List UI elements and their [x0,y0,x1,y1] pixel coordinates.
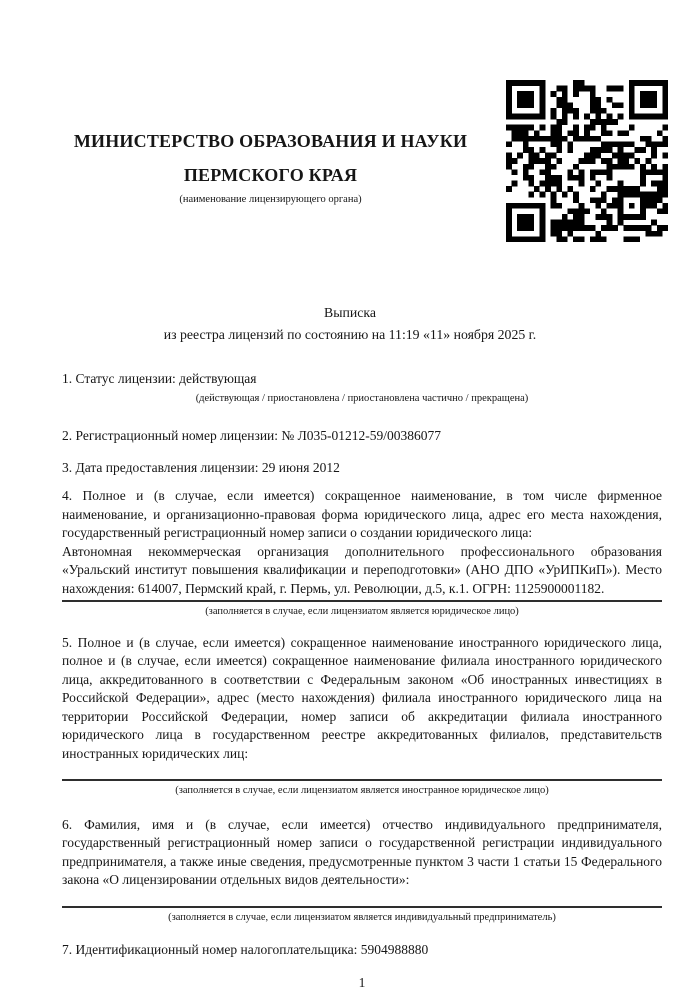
licensing-authority-block [38,124,503,205]
item-license-status [62,370,662,408]
document-header [0,0,700,250]
doc-title-line2: из реестра лицензий по состоянию на 11:19 «11» ноября 2025 г. [163,327,537,342]
ministry-name-line1: МИНИСТЕРСТВО ОБРАЗОВАНИЯ И НАУКИ [73,131,468,151]
license-date-text: 3. Дата предоставления лицензии: 29 июня 2012 [62,459,340,475]
license-number-text: 2. Регистрационный номер лицензии: № Л035-01212-59/00386077 [62,428,442,443]
qr-code-icon [506,80,668,242]
foreign-entity-blank-value [62,763,662,777]
item-individual-entrepreneur [62,816,662,928]
foreign-entity-statutory-text: 5. Полное и (в случае, если имеется) сокращенное наименование иностранного юридического лица, полное и (в случае, если имеется) сокращенное наименование филиала иностранного юридического лица, аккредитованного в соответствии с Федеральным законом «Об иностранных инвестициях в Российской Федерации», адрес (место нахождения) филиала иностранного юридического лица на территории Российской Федерации, номер записи об аккредитации филиала иностранного юридического лица в государственном реестре аккредитованных филиалов, представительств иностранных юридических лиц: [62,634,662,761]
entrepreneur-underline [62,906,662,908]
ministry-caption-label: (наименование лицензирующего органа) [179,194,362,205]
legal-entity-statutory-text: 4. Полное и (в случае, если имеется) сокращенное наименование, в том числе фирменное наименование, и организационно-правовая форма юридического лица, адрес его места нахождения, государственный регистрационный номер записи о создании юридического лица: [62,488,662,540]
item-taxpayer-number [62,941,662,960]
license-status-text: 1. Статус лицензии: действующая [62,371,257,386]
foreign-entity-underline [62,779,662,781]
ministry-name-line2: ПЕРМСКОГО КРАЯ [183,165,358,185]
legal-entity-value: Автономная некоммерческая организация дополнительного профессионального образования «Уральский институт повышения квалификации и переподготовки» (АНО ДПО «УрИПКиП»). Место нахождения: 614007, Пермский край, г. Пермь, ул. Революции, д.5, к.1. ОГРН: 1125900001182. [62,543,662,596]
taxpayer-number-text: 7. Идентификационный номер налогоплательщика: 5904988880 [62,942,429,957]
entrepreneur-blank-value [62,890,662,904]
doc-title-line1: Выписка [324,305,376,320]
legal-entity-caption: (заполняется в случае, если лицензиатом является юридическое лицо) [205,606,519,617]
entrepreneur-statutory-text: 6. Фамилия, имя и (в случае, если имеется) отчество индивидуального предпринимателя, государственный регистрационный номер записи о государственной регистрации индивидуального предпринимателя, а также иные сведения, предусмотренные пунктом 3 части 1 статьи 15 Федерального закона «О лицензировании отдельных видов деятельности»: [62,816,662,887]
ministry-name [38,124,503,192]
document-body [62,370,662,989]
item-legal-entity [62,487,662,622]
item-license-number [62,427,662,446]
legal-entity-underline [62,600,662,602]
entrepreneur-caption: (заполняется в случае, если лицензиатом является индивидуальный предприниматель) [168,911,556,923]
page-number: 1 [358,974,366,989]
item-foreign-entity [62,634,662,801]
license-status-caption: (действующая / приостановлена / приостановлена частично / прекращена) [195,392,529,404]
foreign-entity-caption: (заполняется в случае, если лицензиатом является иностранное юридическое лицо) [175,785,549,796]
item-license-date [62,459,662,478]
document-title [0,302,700,346]
